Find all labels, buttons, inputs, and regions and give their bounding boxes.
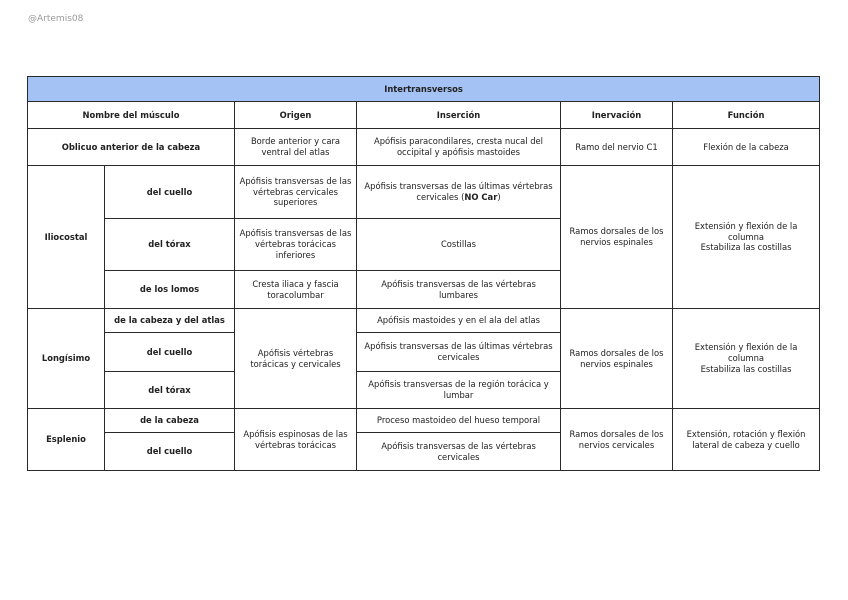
origin-cell: Cresta iliaca y fascia toracolumbar [235,271,357,309]
function-cell [673,309,820,409]
header-innervation: Inervación [561,102,673,129]
header-origin: Origen [235,102,357,129]
header-name: Nombre del músculo [28,102,235,129]
function-line: Extensión y flexión de la columna [694,220,798,242]
muscle-part: de los lomos [105,271,235,309]
function-cell [673,166,820,309]
function-cell: Flexión de la cabeza [673,129,820,166]
insertion-text-end: ) [497,192,501,202]
insertion-text: Apófisis transversas de las últimas vértebras cervicales ( [364,181,553,202]
muscle-name: Esplenio [28,409,105,471]
insertion-cell: Apófisis transversas de las vértebras cervicales [357,433,561,471]
insertion-cell: Apófisis transversas de la región torácica y lumbar [357,372,561,409]
function-line: Estabiliza las costillas [700,242,792,253]
muscle-part: del tórax [105,219,235,271]
muscle-part: del cuello [105,433,235,471]
muscle-name: Longísimo [28,309,105,409]
insertion-cell: Costillas [357,219,561,271]
insertion-cell: Apófisis mastoides y en el ala del atlas [357,309,561,333]
muscle-part: del cuello [105,166,235,219]
innervation-cell: Ramos dorsales de los nervios espinales [561,309,673,409]
muscle-table [27,76,820,471]
origin-cell: Apófisis vértebras torácicas y cervicales [235,309,357,409]
insertion-cell: Apófisis paracondilares, cresta nucal del occipital y apófisis mastoides [357,129,561,166]
muscle-part: del tórax [105,372,235,409]
insertion-cell [357,166,561,219]
insertion-emphasis: NO Car [464,192,498,202]
innervation-cell: Ramos dorsales de los nervios espinales [561,166,673,309]
insertion-cell: Apófisis transversas de las últimas vértebras cervicales [357,333,561,372]
insertion-cell: Apófisis transversas de las vértebras lumbares [357,271,561,309]
insertion-cell: Proceso mastoideo del hueso temporal [357,409,561,433]
muscle-name: Iliocostal [28,166,105,309]
table-row [28,166,820,219]
table-row [28,129,820,166]
function-line: Estabiliza las costillas [700,363,792,374]
muscle-part: de la cabeza [105,409,235,433]
innervation-cell: Ramos dorsales de los nervios cervicales [561,409,673,471]
origin-cell: Borde anterior y cara ventral del atlas [235,129,357,166]
origin-cell: Apófisis transversas de las vértebras torácicas inferiores [235,219,357,271]
muscle-part: del cuello [105,333,235,372]
table-row [28,409,820,433]
table-header-row [28,102,820,129]
innervation-cell: Ramo del nervio C1 [561,129,673,166]
origin-cell: Apófisis transversas de las vértebras cervicales superiores [235,166,357,219]
table-title: Intertransversos [28,77,820,102]
header-function: Función [673,102,820,129]
header-insertion: Inserción [357,102,561,129]
table-row [28,309,820,333]
muscle-part: de la cabeza y del atlas [105,309,235,333]
function-line: Extensión y flexión de la columna [694,342,798,364]
function-cell: Extensión, rotación y flexión lateral de cabeza y cuello [673,409,820,471]
watermark: @Artemis08 [28,14,84,24]
muscle-name: Oblicuo anterior de la cabeza [28,129,235,166]
table-title-row [28,77,820,102]
origin-cell: Apófisis espinosas de las vértebras torácicas [235,409,357,471]
